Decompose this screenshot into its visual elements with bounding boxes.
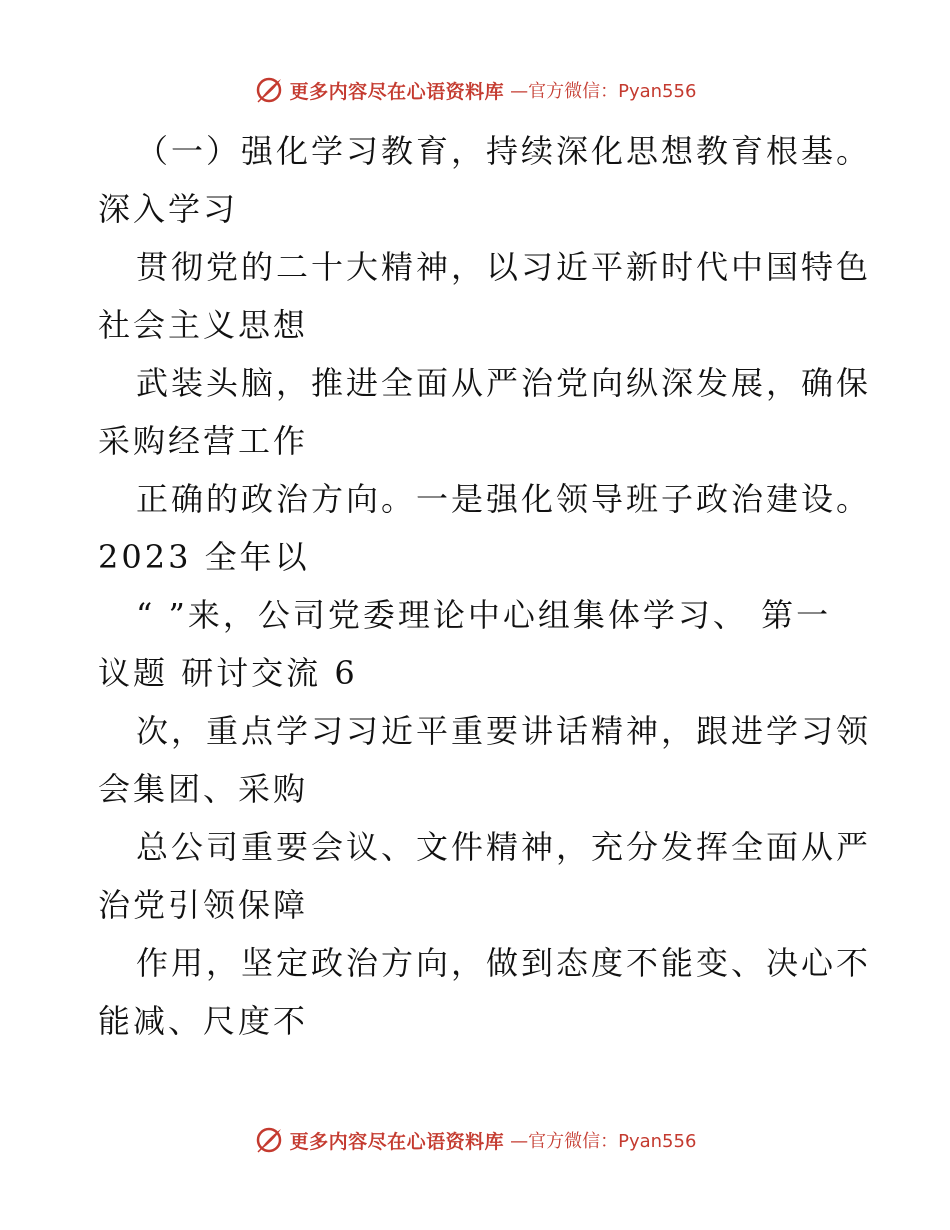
footer-watermark — [0, 1120, 950, 1160]
paragraph-line: 能减、尺度不 — [98, 1002, 309, 1040]
paragraph-line: 次，重点学习习近平重要讲话精神，跟进学习领 — [136, 712, 872, 750]
feather-pen-circle-icon — [254, 75, 284, 105]
watermark-contact-text: —官方微信：Pyan556 — [510, 81, 697, 102]
document-body — [98, 122, 872, 1050]
paragraph-line: 总公司重要会议、文件精神，充分发挥全面从严 — [136, 828, 872, 866]
paragraph-line: 会集团、采购 — [98, 770, 309, 808]
paragraph-line: 治党引领保障 — [98, 886, 309, 924]
paragraph-line: 议题 研讨交流 6 — [98, 654, 358, 692]
paragraph-line: 2023 全年以 — [98, 538, 310, 576]
paragraph-line: （一）强化学习教育，持续深化思想教育根基。 — [136, 132, 872, 170]
paragraph-line: 采购经营工作 — [98, 422, 309, 460]
paragraph-line: 作用，坚定政治方向，做到态度不能变、决心不 — [136, 944, 872, 982]
paragraph-line: 深入学习 — [98, 190, 239, 228]
watermark-main-text: 更多内容尽在心语资料库 — [289, 1130, 505, 1153]
paragraph-line: 武装头脑，推进全面从严治党向纵深发展，确保 — [136, 364, 872, 402]
paragraph-line: “ ”来，公司党委理论中心组集体学习、 第一 — [136, 596, 832, 634]
watermark-main-text: 更多内容尽在心语资料库 — [289, 80, 505, 103]
watermark-contact-text: —官方微信：Pyan556 — [510, 1131, 697, 1152]
paragraph-line: 正确的政治方向。一是强化领导班子政治建设。 — [136, 480, 872, 518]
feather-pen-circle-icon — [254, 1125, 284, 1155]
paragraph-line: 贯彻党的二十大精神，以习近平新时代中国特色 — [136, 248, 872, 286]
paragraph-line: 社会主义思想 — [98, 306, 309, 344]
header-watermark — [0, 70, 950, 110]
